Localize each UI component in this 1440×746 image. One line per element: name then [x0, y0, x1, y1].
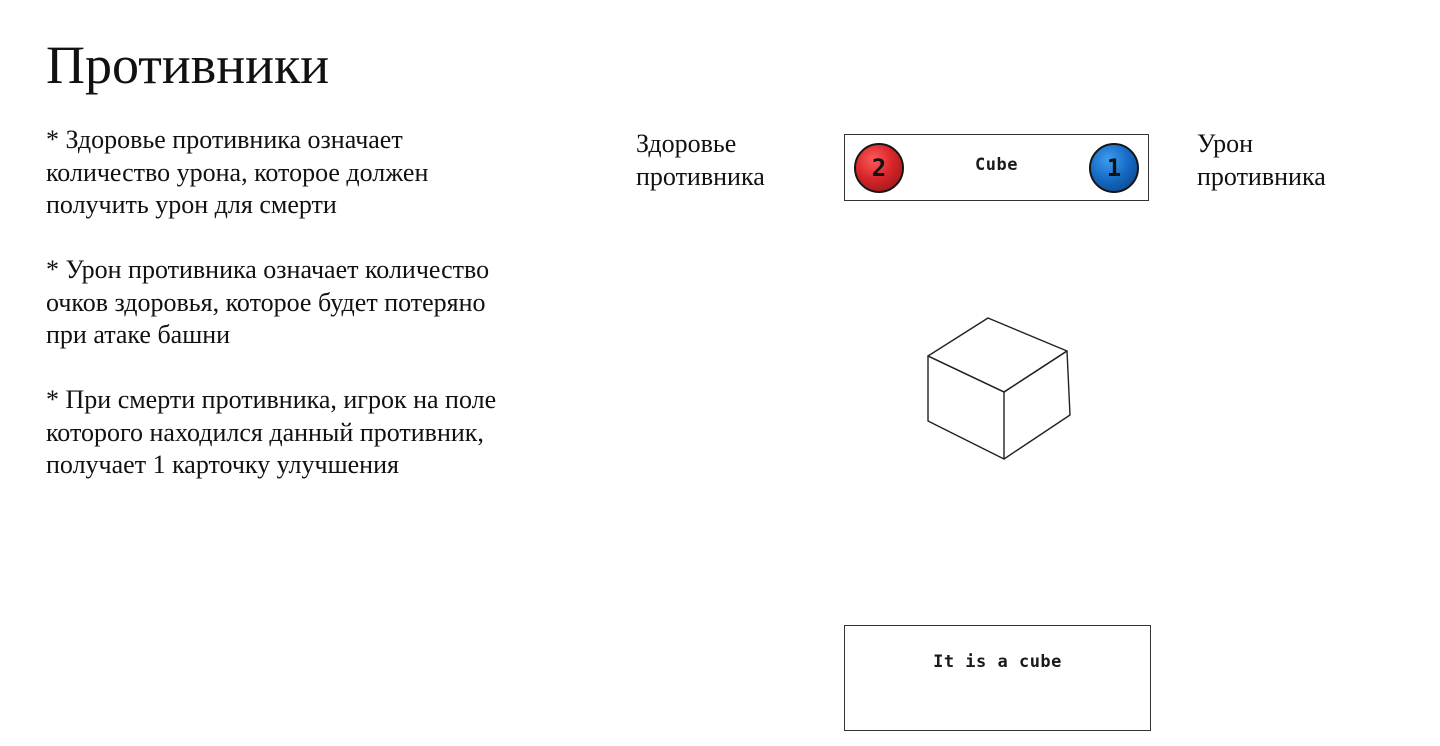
- rule-line: * При смерти противника, игрок на поле: [46, 385, 497, 414]
- health-label-line: противника: [636, 161, 765, 191]
- damage-badge: 1: [1089, 143, 1139, 193]
- damage-label: [1197, 128, 1326, 193]
- rule-line: получить урон для смерти: [46, 190, 337, 219]
- rule-damage: [46, 254, 566, 352]
- rule-line: количество урона, которое должен: [46, 157, 429, 187]
- rule-line: очков здоровья, которое будет потеряно: [46, 287, 486, 317]
- rule-line: получает 1 карточку улучшения: [46, 450, 399, 479]
- page-title: Противники: [46, 35, 330, 95]
- description-card: [844, 625, 1151, 731]
- rule-health: [46, 124, 566, 222]
- damage-label-line: Урон: [1197, 129, 1254, 158]
- rule-line: * Здоровье противника означает: [46, 125, 403, 154]
- description-text: It is a cube: [933, 652, 1062, 672]
- rule-line: которого находился данный противник,: [46, 417, 484, 447]
- enemy-name: Cube: [975, 155, 1018, 175]
- rule-death-reward: [46, 384, 566, 482]
- enemy-card: [844, 134, 1149, 201]
- rule-line: * Урон противника означает количество: [46, 255, 490, 284]
- rules-list: [46, 124, 566, 514]
- health-label-line: Здоровье: [636, 129, 737, 158]
- rule-line: при атаке башни: [46, 320, 231, 349]
- damage-label-line: противника: [1197, 161, 1326, 191]
- cube-icon: [920, 312, 1080, 468]
- health-label: [636, 128, 765, 193]
- health-badge: 2: [854, 143, 904, 193]
